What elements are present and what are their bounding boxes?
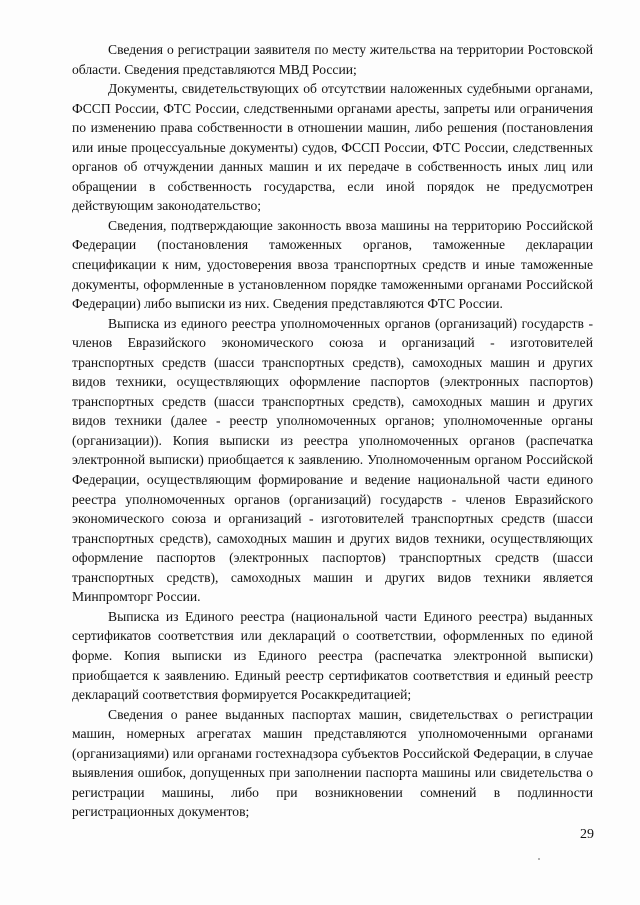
paragraph-registration-info: Сведения о регистрации заявителя по месту жительства на территории Ростовской области. Сведения представляются МВД России; (72, 42, 593, 77)
document-body (72, 40, 593, 822)
paragraph-eaeu-registry-extract: Выписка из единого реестра уполномоченных органов (организаций) государств - членов Евразийского экономического союза и организаций - изготовителей транспортных средств (шасси транспортных средств), самоходных машин и других видов техники, осуществляющих оформление паспортов (электронных паспортов) транспортных средств (шасси транспортных средств), самоходных машин и других видов техники (далее - реестр уполномоченных органов; уполномоченные органы (организации)). Копия выписки из реестра уполномоченных органов (распечатка электронной выписки) приобщается к заявлению. Уполномоченным органом Российской Федерации, осуществляющим формирование и ведение национальной части единого реестра уполномоченных органов (организаций) государств - членов Евразийского экономического союза и организаций - изготовителей транспортных средств (шасси транспортных средств), самоходных машин и других видов техники, осуществляющих оформление паспортов (электронных паспортов) транспортных средств (шасси транспортных средств), самоходных машин и других видов техники является Минпромторг России. (72, 315, 593, 605)
scan-artifact (538, 858, 540, 860)
paragraph-import-legality: Сведения, подтверждающие законность ввоза машины на территорию Российской Федерации (постановления таможенных органов, таможенные декларации спецификации к ним, удостоверения ввоза транспортных средств и иные таможенные документы, оформленные в установленном порядке таможенными органами Российской Федерации) либо выписки из них. Сведения представляются ФТС России. (72, 217, 593, 312)
page-number: 29 (580, 827, 594, 842)
paragraph-no-arrest-documents: Документы, свидетельствующих об отсутствии наложенных судебными органами, ФССП России, ФТС России, следственными органами аресты, запреты или ограничения по изменению права собственности в отношении машин, либо решения (постановления или иные процессуальные документы) судов, ФССП России, ФТС России, следственных органов об отчуждении данных машин и их передаче в собственность иных лиц или обращении в собственность государства, если иной порядок не предусмотрен действующим законодательство; (72, 81, 593, 214)
paragraph-certificates-registry: Выписка из Единого реестра (национальной части Единого реестра) выданных сертификатов соответствия или деклараций о соответствии, оформленных по единой форме. Копия выписки из Единого реестра (распечатка электронной выписки) приобщается к заявлению. Единый реестр сертификатов соответствия и единый реестр деклараций соответствия формируется Росаккредитацией; (72, 608, 593, 703)
paragraph-passport-info: Сведения о ранее выданных паспортах машин, свидетельствах о регистрации машин, номерных агрегатах машин представляются уполномоченными органами (организациями) или органами гостехнадзора субъектов Российской Федерации, в случае выявления ошибок, допущенных при заполнении паспорта машины или свидетельства о регистрации машины, либо при возникновении сомнений в подлинности регистрационных документов; (72, 706, 593, 820)
